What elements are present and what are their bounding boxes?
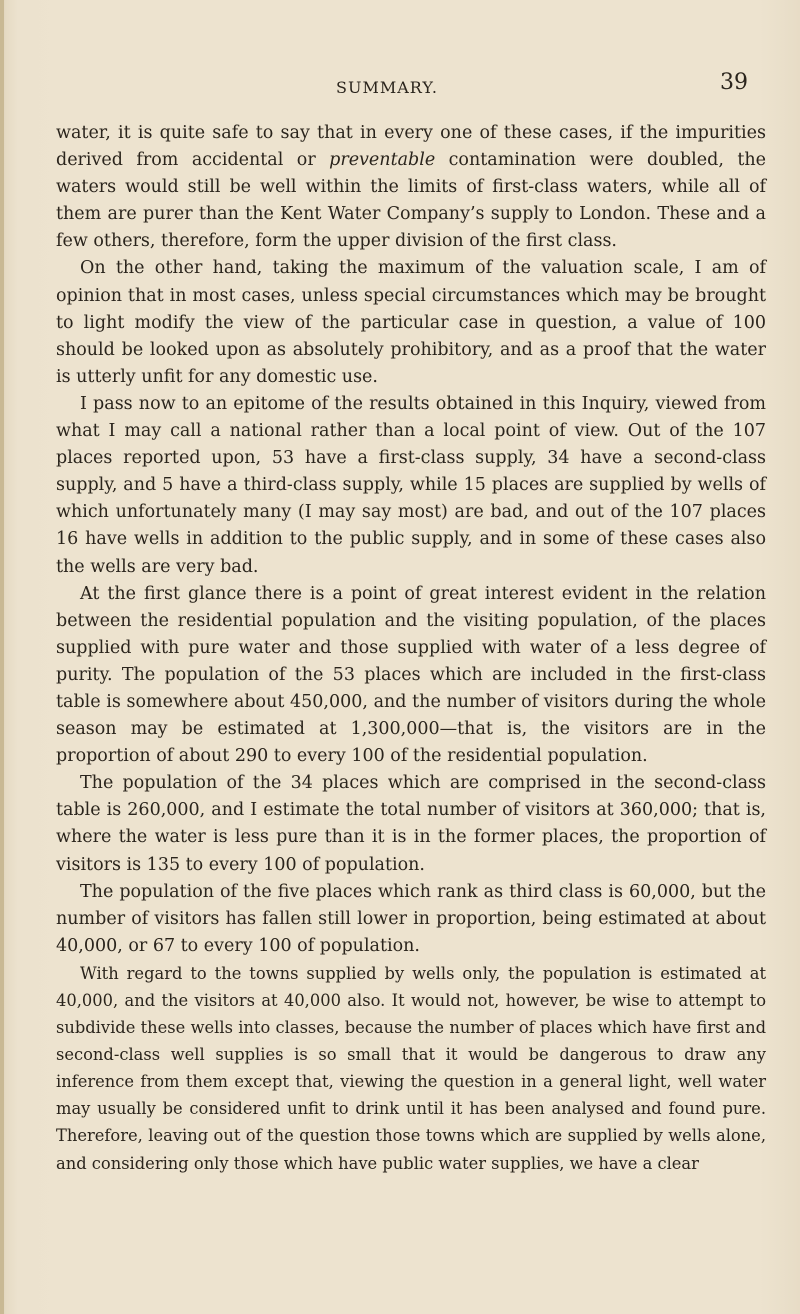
paragraph-4: At the first glance there is a point of great interest evident in the relation between the residential population and the visiting population, of the places supplied with pure water and those supplied with water of a less degree of purity. The population of the 53 places which are included in the first-class table is somewhere about 450,000, and the number of visitors during the whole season may be estimated at 1,300,000—that is, the visitors are in the proportion of about 290 to every 100 of the residential population. (56, 583, 766, 767)
paragraph-1-after: contamination were doubled, the waters would still be well within the limits of first-class waters, while all of them are purer than the Kent Water Company’s supply to London. These and a few others, therefore, form the upper division of the first class. (56, 150, 766, 252)
page-header (0, 68, 800, 98)
paragraph-1-before: water, it is quite safe to say that in every one of these cases, if the impurities derived from accidental or (56, 123, 766, 171)
paragraph-3: I pass now to an epitome of the results obtained in this Inquiry, viewed from what I may call a national rather than a local point of view. Out of the 107 places reported upon, 53 have a first-class supply, 34 have a second-class supply, and 5 have a third-class supply, while 15 places are supplied by wells of which unfortunately many (I may say most) are bad, and out of the 107 places 16 have wells in addition to the public supply, and in some of these cases also the wells are very bad. (56, 393, 766, 577)
paragraph-5: The population of the 34 places which are comprised in the second-class table is 260,000, and I estimate the total number of visitors at 360,000; that is, where the water is less pure than it is in the former places, the proportion of visitors is 135 to every 100 of population. (56, 773, 766, 875)
paragraph-1 (56, 120, 766, 255)
body-text (56, 120, 766, 1177)
paragraph-6: The population of the five places which rank as third class is 60,000, but the number of visitors has fallen still lower in proportion, being estimated at about 40,000, or 67 to every 100 of population. (56, 881, 766, 956)
paragraph-7: With regard to the towns supplied by wells only, the population is estimated at 40,000, and the visitors at 40,000 also. It would not, however, be wise to attempt to subdivide these wells into classes, because the number of places which have first and second-class well supplies is so small that it would be dangerous to draw any inference from them except that, viewing the question in a general light, well water may usually be considered unfit to drink until it has been analysed and found pure. Therefore, leaving out of the question those towns which are supplied by wells alone, and considering only those which have public water supplies, we have a clear (56, 963, 766, 1173)
binding-shadow (0, 0, 4, 1314)
running-title: SUMMARY. (336, 78, 438, 97)
paragraph-2: On the other hand, taking the maximum of the valuation scale, I am of opinion that in most cases, unless special circumstances which may be brought to light modify the view of the particular case in question, a value of 100 should be looked upon as absolutely prohibitory, and as a proof that the water is utterly unfit for any domestic use. (56, 258, 766, 387)
emphasis-preventable: preventable (329, 150, 436, 171)
page-number: 39 (720, 70, 748, 95)
